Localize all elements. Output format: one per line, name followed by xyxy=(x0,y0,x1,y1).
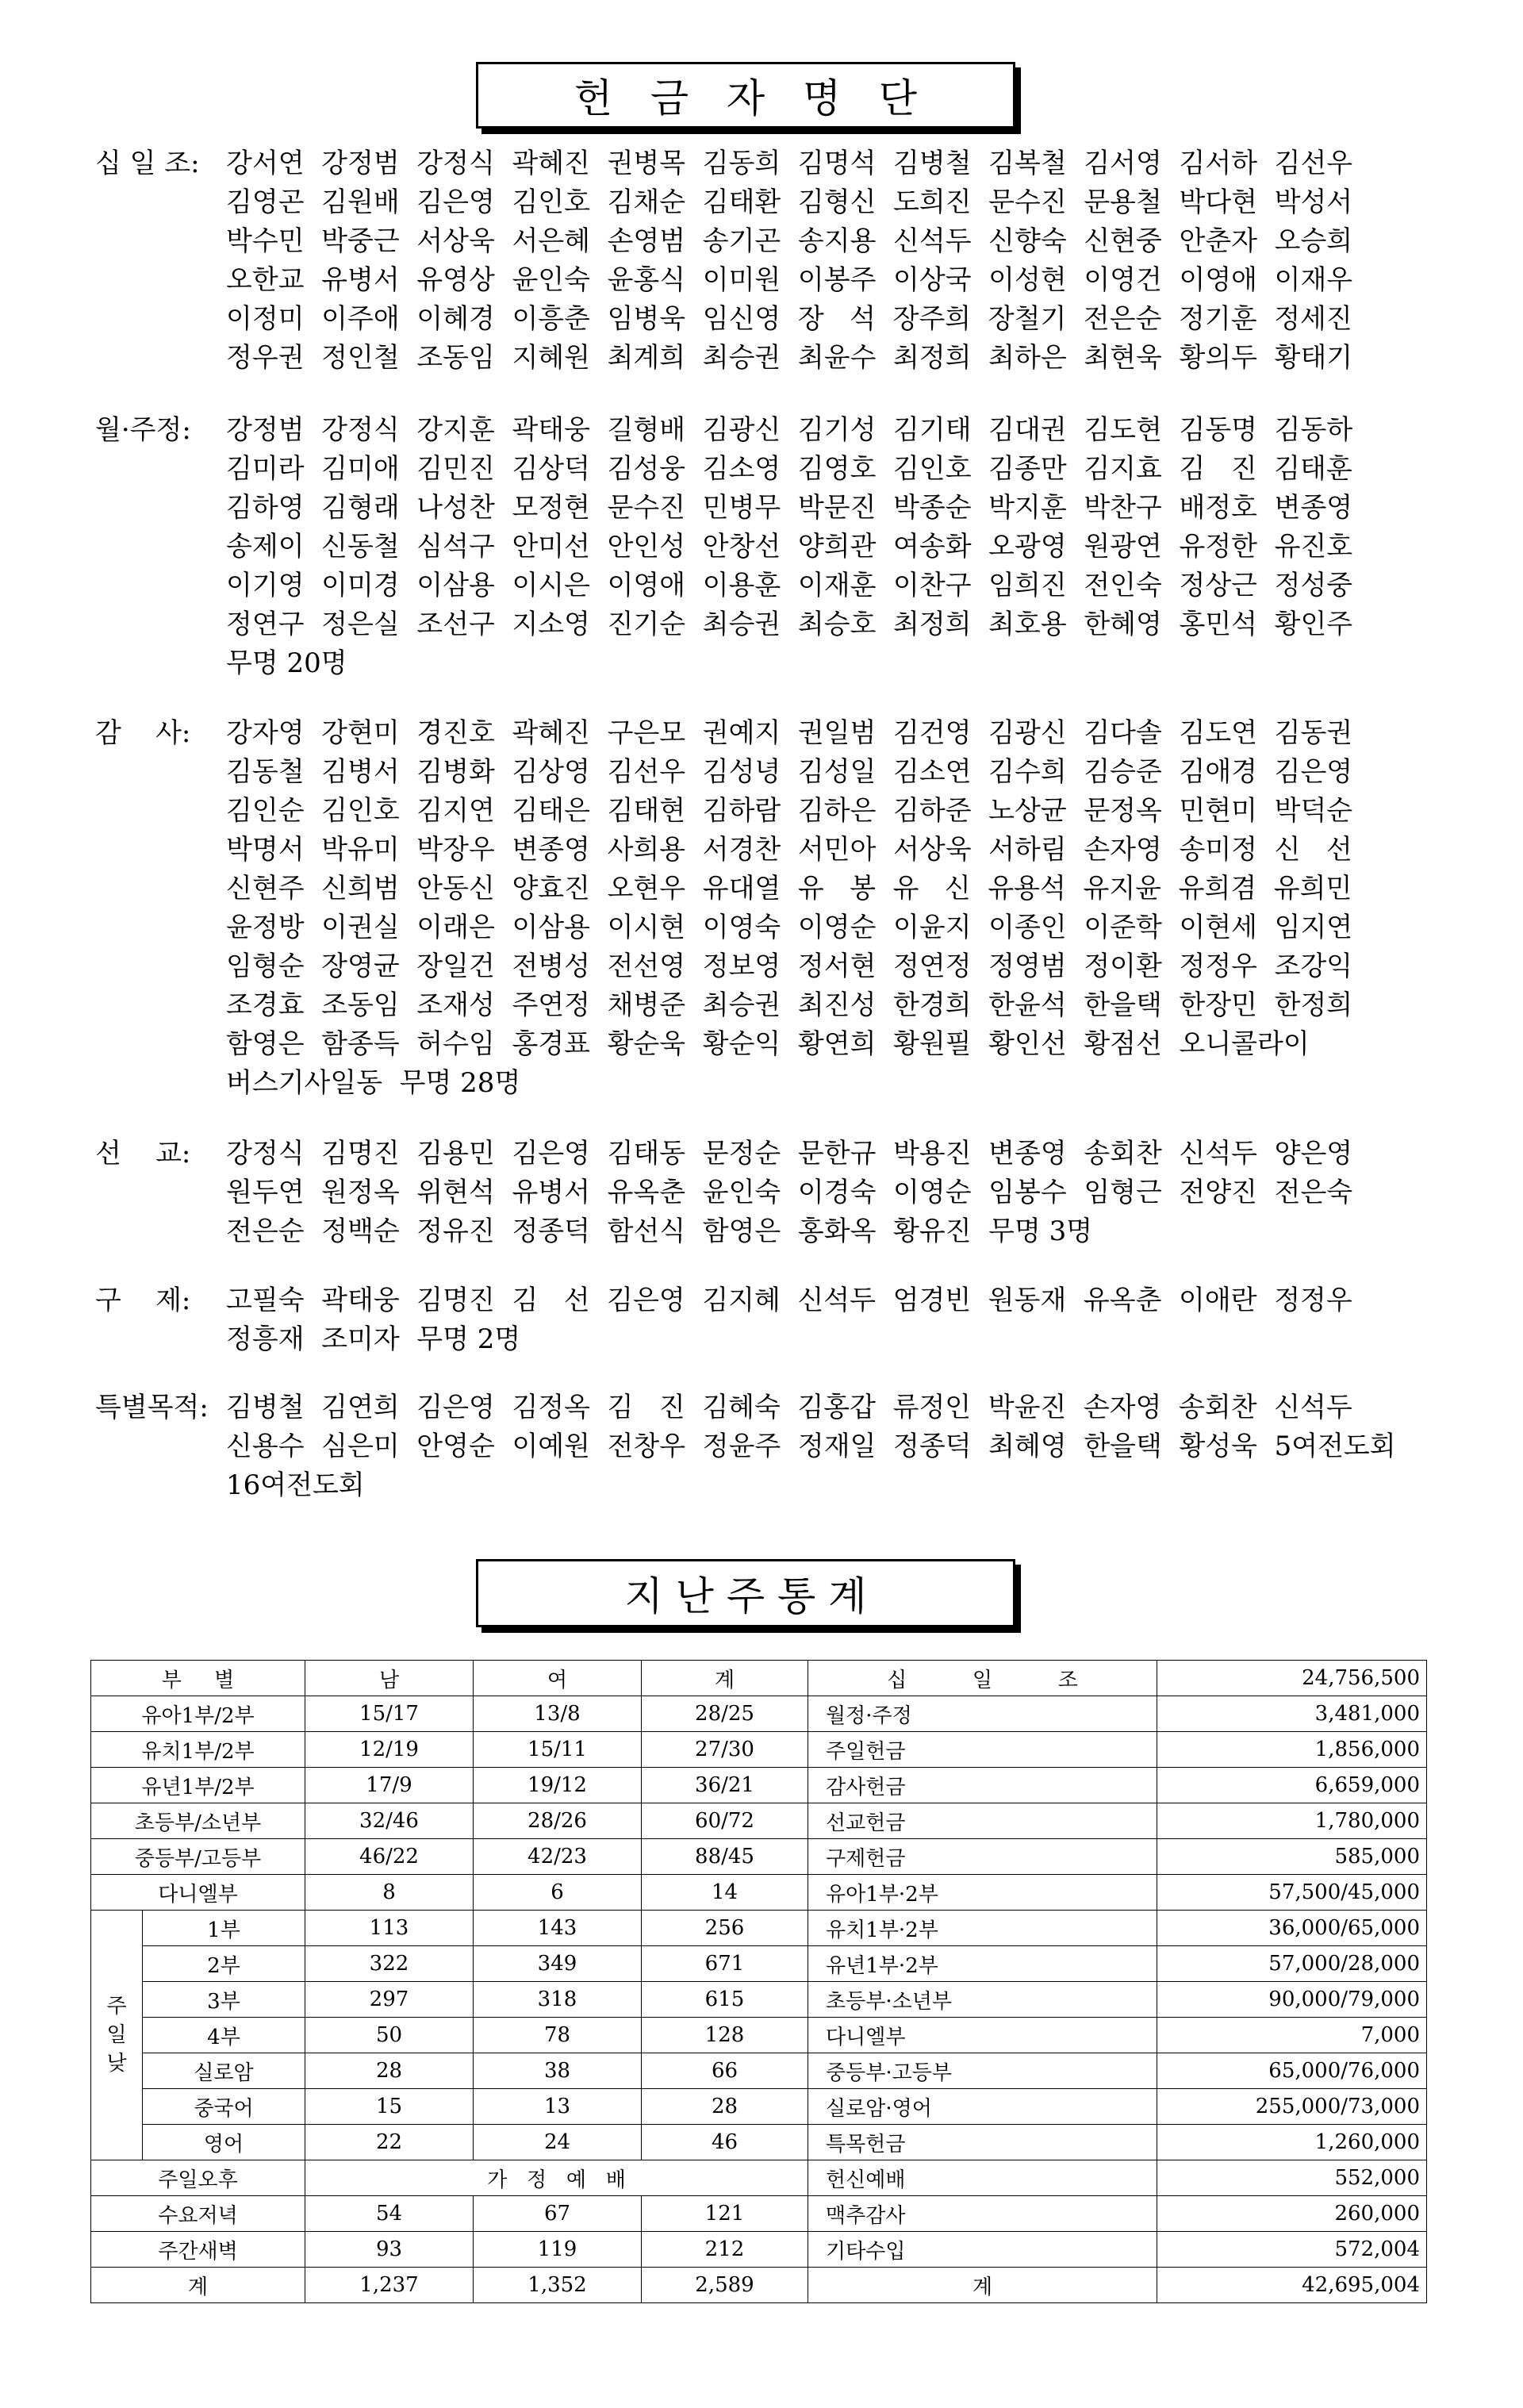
service-name: 실로암 xyxy=(143,2053,305,2089)
offering-amount: 1,856,000 xyxy=(1157,1732,1427,1768)
male-count: 46/22 xyxy=(305,1839,474,1875)
offering-item: 맥추감사 xyxy=(808,2196,1157,2232)
total-count: 671 xyxy=(642,1946,808,1982)
donor-category-label: 감 사: xyxy=(95,717,191,749)
total-count: 28 xyxy=(642,2089,808,2125)
donor-names-line: 윤정방 이권실 이래은 이삼용 이시현 이영숙 이영순 이윤지 이종인 이준학 이현세 임지연 xyxy=(226,912,1353,943)
dept-name: 주일오후 xyxy=(91,2160,305,2196)
female-header: 여 xyxy=(474,1661,642,1696)
female-count: 119 xyxy=(474,2232,642,2268)
service-name: 2부 xyxy=(143,1946,305,1982)
female-count: 24 xyxy=(474,2125,642,2160)
offering-item: 특목헌금 xyxy=(808,2125,1157,2160)
service-name: 3부 xyxy=(143,1982,305,2018)
donor-names-line: 무명 20명 xyxy=(226,647,347,679)
offering-amount: 7,000 xyxy=(1157,2018,1427,2053)
donor-names-line: 정연구 정은실 조선구 지소영 진기순 최승권 최승호 최정희 최호용 한혜영 홍민석 황인주 xyxy=(226,609,1353,640)
stats-row xyxy=(91,2160,1427,2196)
total-count: 128 xyxy=(642,2018,808,2053)
total-header: 계 xyxy=(642,1661,808,1696)
donor-names xyxy=(226,144,1416,378)
offering-item: 헌신예배 xyxy=(808,2160,1157,2196)
stats-row xyxy=(91,2089,1427,2125)
donor-names-line: 버스기사일동 무명 28명 xyxy=(226,1067,521,1099)
female-count: 67 xyxy=(474,2196,642,2232)
total-count: 36/21 xyxy=(642,1768,808,1803)
donor-names-line: 오한교 유병서 유영상 윤인숙 윤홍식 이미원 이봉주 이상국 이성현 이영건 이영애 이재우 xyxy=(226,264,1353,296)
donor-names xyxy=(226,1135,1416,1251)
stats-row xyxy=(91,1911,1427,1946)
donor-category-label: 선 교: xyxy=(95,1138,191,1169)
donor-names-line: 김영곤 김원배 김은영 김인호 김채순 김태환 김형신 도희진 문수진 문용철 박다현 박성서 xyxy=(226,186,1353,218)
donor-names-line: 정우권 정인철 조동임 지혜원 최계희 최승권 최윤수 최정희 최하은 최현욱 황의두 황태기 xyxy=(226,342,1353,374)
male-count: 28 xyxy=(305,2053,474,2089)
offering-item: 유년1부·2부 xyxy=(808,1946,1157,1982)
total-count: 212 xyxy=(642,2232,808,2268)
donor-names-line: 신용수 심은미 안영순 이예원 전창우 정윤주 정재일 정종덕 최혜영 한을택 황성욱 5여전도회 xyxy=(226,1431,1396,1462)
male-count: 113 xyxy=(305,1911,474,1946)
female-count: 13/8 xyxy=(474,1696,642,1732)
offering-item: 선교헌금 xyxy=(808,1803,1157,1839)
donor-names-line: 임형순 장영균 장일건 전병성 전선영 정보영 정서현 정연정 정영범 정이환 정정우 조강익 xyxy=(226,951,1353,982)
stats-row xyxy=(91,1875,1427,1911)
female-count: 38 xyxy=(474,2053,642,2089)
stats-row xyxy=(91,2196,1427,2232)
offering-amount: 552,000 xyxy=(1157,2160,1427,2196)
donor-names-line: 김미라 김미애 김민진 김상덕 김성웅 김소영 김영호 김인호 김종만 김지효 김 진 김태훈 xyxy=(226,453,1352,485)
stats-total-row xyxy=(91,2268,1427,2303)
offering-amount: 260,000 xyxy=(1157,2196,1427,2232)
service-name: 중국어 xyxy=(143,2089,305,2125)
male-count: 32/46 xyxy=(305,1803,474,1839)
male-count: 54 xyxy=(305,2196,474,2232)
total-count: 27/30 xyxy=(642,1732,808,1768)
donor-names xyxy=(226,714,1416,1103)
offering-amount: 572,004 xyxy=(1157,2232,1427,2268)
stats-row xyxy=(91,2232,1427,2268)
stats-row xyxy=(91,1768,1427,1803)
female-count: 78 xyxy=(474,2018,642,2053)
stats-row xyxy=(91,2018,1427,2053)
dept-name: 유아1부/2부 xyxy=(91,1696,305,1732)
donor-category-label: 월·주정: xyxy=(95,414,191,446)
total-count: 256 xyxy=(642,1911,808,1946)
offering-item: 기타수입 xyxy=(808,2232,1157,2268)
donor-names-line: 16여전도회 xyxy=(226,1469,365,1501)
donor-names-line: 김하영 김형래 나성찬 모정현 문수진 민병무 박문진 박종순 박지훈 박찬구 배정호 변종영 xyxy=(226,492,1353,524)
offering-amount: 57,000/28,000 xyxy=(1157,1946,1427,1982)
dept-name: 초등부/소년부 xyxy=(91,1803,305,1839)
donor-names-line: 강정범 강정식 강지훈 곽태웅 길형배 김광신 김기성 김기태 김대권 김도현 김동명 김동하 xyxy=(226,414,1353,446)
total-label: 계 xyxy=(91,2268,305,2303)
dept-name: 중등부/고등부 xyxy=(91,1839,305,1875)
male-count: 8 xyxy=(305,1875,474,1911)
offering-item: 구제헌금 xyxy=(808,1839,1157,1875)
offering-amount: 1,780,000 xyxy=(1157,1803,1427,1839)
dept-name: 주간새벽 xyxy=(91,2232,305,2268)
dept-name: 다니엘부 xyxy=(91,1875,305,1911)
donor-names-line: 강서연 강정범 강정식 곽혜진 권병목 김동희 김명석 김병철 김복철 김서영 김서하 김선우 xyxy=(226,148,1353,179)
donor-names-line: 김병철 김연희 김은영 김정옥 김 진 김혜숙 김홍갑 류정인 박윤진 손자영 송회찬 신석두 xyxy=(226,1392,1352,1423)
offering-item: 다니엘부 xyxy=(808,2018,1157,2053)
stats-row xyxy=(91,2125,1427,2160)
female-count: 15/11 xyxy=(474,1732,642,1768)
donor-names-line: 김동철 김병서 김병화 김상영 김선우 김성녕 김성일 김소연 김수희 김승준 김애경 김은영 xyxy=(226,756,1353,788)
donor-names xyxy=(226,1281,1416,1359)
offering-item: 유치1부·2부 xyxy=(808,1911,1157,1946)
male-count: 15 xyxy=(305,2089,474,2125)
male-count: 322 xyxy=(305,1946,474,1982)
dept-name: 유년1부/2부 xyxy=(91,1768,305,1803)
male-header: 남 xyxy=(305,1661,474,1696)
stats-row xyxy=(91,1732,1427,1768)
offering-item: 주일헌금 xyxy=(808,1732,1157,1768)
offering-amount: 6,659,000 xyxy=(1157,1768,1427,1803)
offering-item: 중등부·고등부 xyxy=(808,2053,1157,2089)
female-count: 1,352 xyxy=(474,2268,642,2303)
male-count: 17/9 xyxy=(305,1768,474,1803)
female-count: 349 xyxy=(474,1946,642,1982)
stats-table xyxy=(90,1660,1427,2303)
male-count: 1,237 xyxy=(305,2268,474,2303)
donor-list-title: 헌 금 자 명 단 xyxy=(476,62,1015,129)
offering-amount: 42,695,004 xyxy=(1157,2268,1427,2303)
donor-names-line: 전은순 정백순 정유진 정종덕 함선식 함영은 홍화옥 황유진 무명 3명 xyxy=(226,1216,1093,1247)
donor-category-label: 십 일 조: xyxy=(95,148,200,179)
offering-item: 실로암·영어 xyxy=(808,2089,1157,2125)
donor-names-line: 김인순 김인호 김지연 김태은 김태현 김하람 김하은 김하준 노상균 문정옥 민현미 박덕순 xyxy=(226,795,1353,827)
total-count: 121 xyxy=(642,2196,808,2232)
total-count: 28/25 xyxy=(642,1696,808,1732)
offering-amount: 3,481,000 xyxy=(1157,1696,1427,1732)
total-count: 88/45 xyxy=(642,1839,808,1875)
offering-amount: 57,500/45,000 xyxy=(1157,1875,1427,1911)
offering-item: 감사헌금 xyxy=(808,1768,1157,1803)
male-count: 15/17 xyxy=(305,1696,474,1732)
stats-row xyxy=(91,2053,1427,2089)
offering-item: 유아1부·2부 xyxy=(808,1875,1157,1911)
female-count: 6 xyxy=(474,1875,642,1911)
total-count: 14 xyxy=(642,1875,808,1911)
stats-row xyxy=(91,1982,1427,2018)
donor-names-line: 신현주 신희범 안동신 양효진 오현우 유대열 유 봉 유 신 유용석 유지윤 유희겸 유희민 xyxy=(226,873,1352,904)
donor-names-line: 정흥재 조미자 무명 2명 xyxy=(226,1323,521,1355)
donor-names-line: 함영은 함종득 허수임 홍경표 황순욱 황순익 황연희 황원필 황인선 황점선 오니콜라이 xyxy=(226,1028,1310,1060)
female-count: 13 xyxy=(474,2089,642,2125)
donor-names-line: 박명서 박유미 박장우 변종영 사희용 서경찬 서민아 서상욱 서하림 손자영 송미정 신 선 xyxy=(226,834,1352,866)
home-worship-cell: 가 정 예 배 xyxy=(305,2160,808,2196)
donor-names-line: 이기영 이미경 이삼용 이시은 이영애 이용훈 이재훈 이찬구 임희진 전인숙 정상근 정성중 xyxy=(226,570,1353,601)
service-name: 4부 xyxy=(143,2018,305,2053)
donor-names-line: 원두연 원정옥 위현석 유병서 유옥춘 윤인숙 이경숙 이영순 임봉수 임형근 전양진 전은숙 xyxy=(226,1177,1353,1208)
donor-names-line: 박수민 박중근 서상욱 서은혜 손영범 송기곤 송지용 신석두 신향숙 신현중 안춘자 오승희 xyxy=(226,225,1353,257)
total-count: 66 xyxy=(642,2053,808,2089)
total-count: 46 xyxy=(642,2125,808,2160)
male-count: 12/19 xyxy=(305,1732,474,1768)
donor-names xyxy=(226,1388,1416,1505)
service-name: 영어 xyxy=(143,2125,305,2160)
offering-total-label: 계 xyxy=(808,2268,1157,2303)
donor-names-line: 송제이 신동철 심석구 안미선 안인성 안창선 양희관 여송화 오광영 원광연 유정한 유진호 xyxy=(226,531,1353,563)
total-count: 615 xyxy=(642,1982,808,2018)
offering-amount: 1,260,000 xyxy=(1157,2125,1427,2160)
stats-row xyxy=(91,1839,1427,1875)
donor-names-line: 강정식 김명진 김용민 김은영 김태동 문정순 문한규 박용진 변종영 송회찬 신석두 양은영 xyxy=(226,1138,1353,1169)
offering-amount: 24,756,500 xyxy=(1157,1661,1427,1696)
offering-item: 십 일 조 xyxy=(808,1661,1157,1696)
male-count: 93 xyxy=(305,2232,474,2268)
offering-amount: 65,000/76,000 xyxy=(1157,2053,1427,2089)
stats-row xyxy=(91,1803,1427,1839)
stats-row xyxy=(91,1946,1427,1982)
donor-names xyxy=(226,411,1416,683)
dept-name: 수요저녁 xyxy=(91,2196,305,2232)
offering-amount: 255,000/73,000 xyxy=(1157,2089,1427,2125)
offering-amount: 585,000 xyxy=(1157,1839,1427,1875)
stats-header-row xyxy=(91,1661,1427,1696)
female-count: 19/12 xyxy=(474,1768,642,1803)
offering-item: 초등부·소년부 xyxy=(808,1982,1157,2018)
donor-names-line: 강자영 강현미 경진호 곽혜진 구은모 권예지 권일범 김건영 김광신 김다솔 김도연 김동권 xyxy=(226,717,1353,749)
stats-row xyxy=(91,1696,1427,1732)
donor-names-line: 이정미 이주애 이혜경 이흥춘 임병욱 임신영 장 석 장주희 장철기 전은순 정기훈 정세진 xyxy=(226,303,1352,335)
male-count: 50 xyxy=(305,2018,474,2053)
service-name: 1부 xyxy=(143,1911,305,1946)
dept-name: 유치1부/2부 xyxy=(91,1732,305,1768)
female-count: 28/26 xyxy=(474,1803,642,1839)
stats-title: 지 난 주 통 계 xyxy=(476,1559,1015,1627)
donor-names-line: 조경효 조동임 조재성 주연정 채병준 최승권 최진성 한경희 한윤석 한을택 한장민 한정희 xyxy=(226,989,1353,1021)
total-count: 60/72 xyxy=(642,1803,808,1839)
donor-names-line: 고필숙 곽태웅 김명진 김 선 김은영 김지혜 신석두 엄경빈 원동재 유옥춘 이애란 정정우 xyxy=(226,1285,1352,1316)
offering-amount: 36,000/65,000 xyxy=(1157,1911,1427,1946)
dept-header: 부 별 xyxy=(91,1661,305,1696)
female-count: 318 xyxy=(474,1982,642,2018)
donor-category-label: 특별목적: xyxy=(95,1392,209,1423)
male-count: 22 xyxy=(305,2125,474,2160)
male-count: 297 xyxy=(305,1982,474,2018)
female-count: 143 xyxy=(474,1911,642,1946)
female-count: 42/23 xyxy=(474,1839,642,1875)
total-count: 2,589 xyxy=(642,2268,808,2303)
sunday-morning-label: 주 일 낮 xyxy=(91,1911,143,2160)
donor-category-label: 구 제: xyxy=(95,1285,191,1316)
offering-item: 월정·주정 xyxy=(808,1696,1157,1732)
offering-amount: 90,000/79,000 xyxy=(1157,1982,1427,2018)
